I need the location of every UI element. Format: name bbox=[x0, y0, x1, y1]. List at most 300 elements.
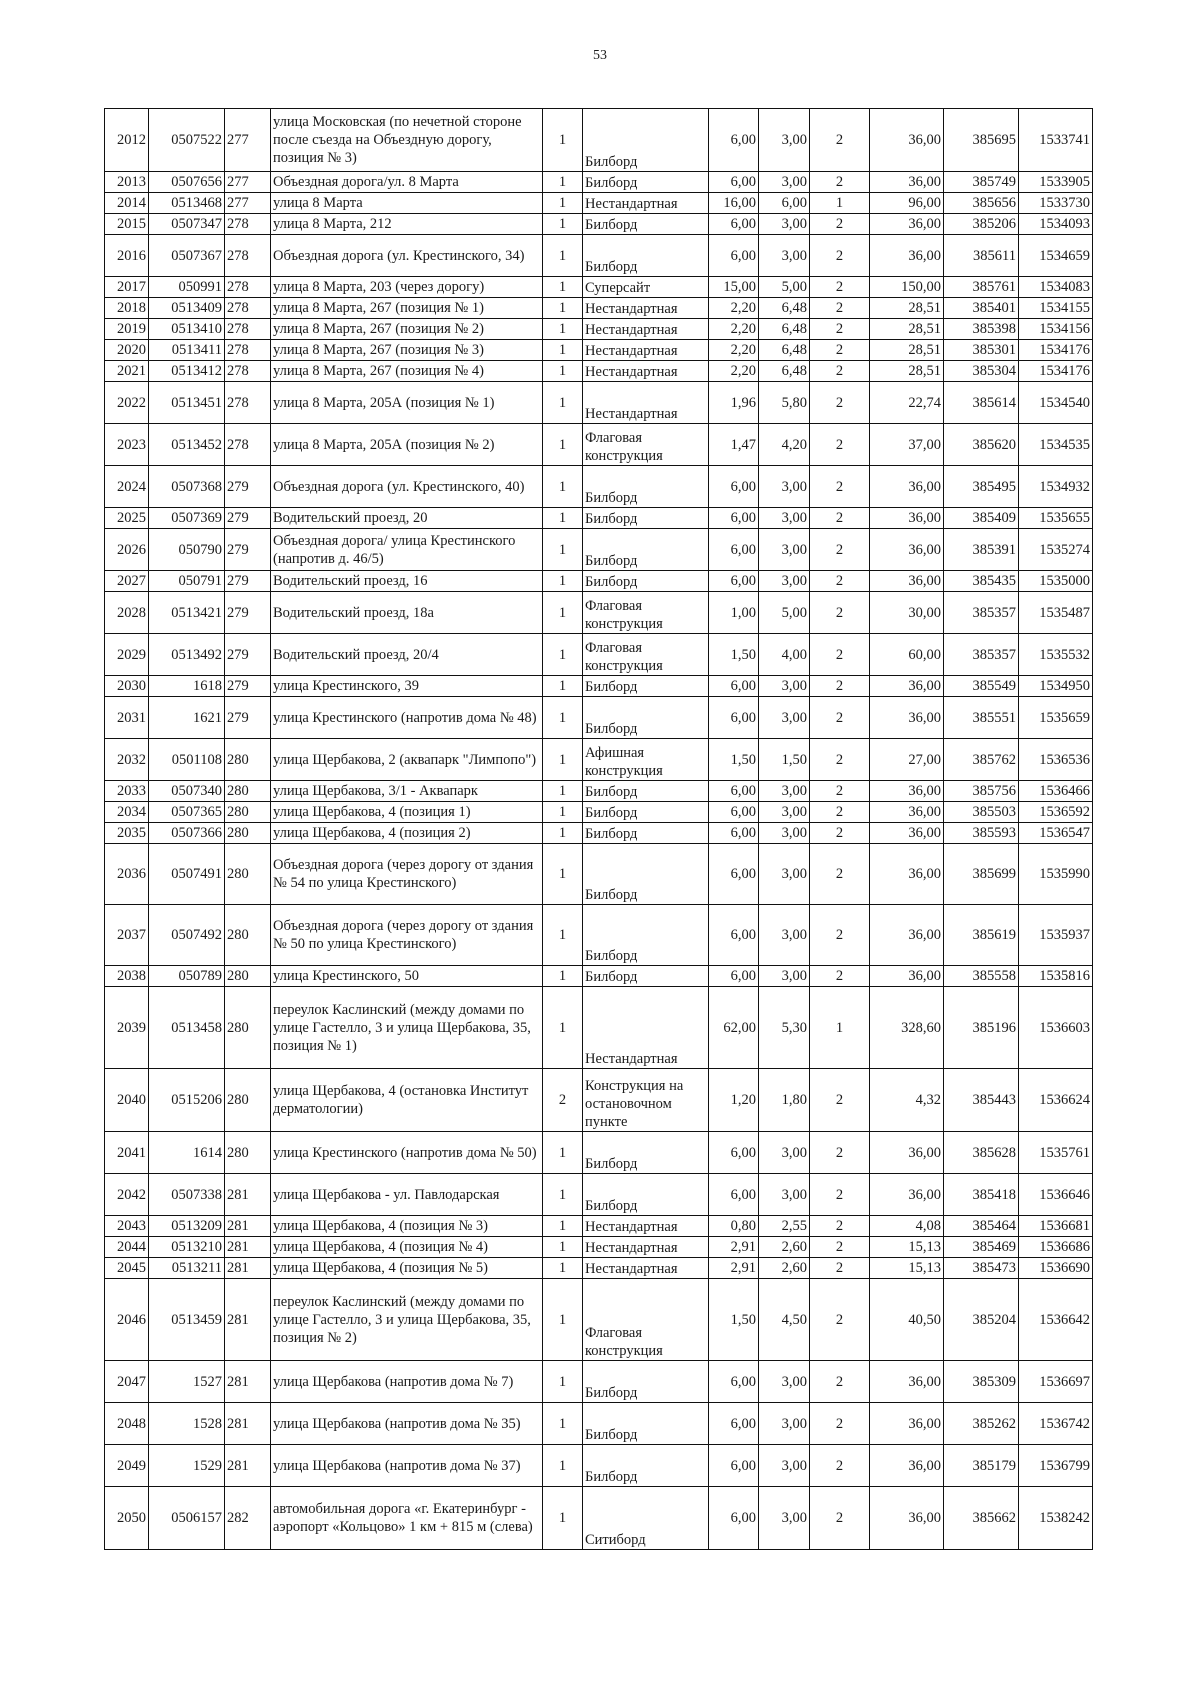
cell-coordinate-x: 385418 bbox=[944, 1174, 1019, 1216]
cell-coordinate-x: 385503 bbox=[944, 802, 1019, 823]
cell-group-number: 278 bbox=[225, 277, 271, 298]
cell-coordinate-y: 1533741 bbox=[1019, 109, 1093, 172]
cell-width: 6,00 bbox=[709, 214, 759, 235]
cell-area: 36,00 bbox=[870, 844, 944, 905]
cell-height: 2,60 bbox=[759, 1237, 810, 1258]
cell-area: 4,32 bbox=[870, 1069, 944, 1132]
cell-coordinate-x: 385469 bbox=[944, 1237, 1019, 1258]
cell-quantity: 1 bbox=[543, 1258, 583, 1279]
cell-coordinate-y: 1536536 bbox=[1019, 739, 1093, 781]
cell-area: 28,51 bbox=[870, 319, 944, 340]
cell-group-number: 281 bbox=[225, 1279, 271, 1361]
advertising-structures-table bbox=[104, 108, 1093, 1550]
cell-structure-type: Флаговая конструкция bbox=[583, 424, 709, 466]
cell-address: улица Щербакова, 4 (позиция № 5) bbox=[271, 1258, 543, 1279]
cell-address: улица Крестинского (напротив дома № 50) bbox=[271, 1132, 543, 1174]
cell-structure-type: Нестандартная bbox=[583, 361, 709, 382]
cell-width: 6,00 bbox=[709, 676, 759, 697]
cell-structure-type: Билборд bbox=[583, 235, 709, 277]
cell-group-number: 279 bbox=[225, 592, 271, 634]
cell-area: 36,00 bbox=[870, 781, 944, 802]
cell-area: 150,00 bbox=[870, 277, 944, 298]
cell-row-number: 2026 bbox=[105, 529, 149, 571]
cell-coordinate-x: 385593 bbox=[944, 823, 1019, 844]
cell-group-number: 280 bbox=[225, 781, 271, 802]
cell-structure-code: 1527 bbox=[149, 1361, 225, 1403]
cell-coordinate-y: 1536624 bbox=[1019, 1069, 1093, 1132]
table-row bbox=[105, 1361, 1093, 1403]
cell-width: 1,50 bbox=[709, 739, 759, 781]
cell-area: 36,00 bbox=[870, 1174, 944, 1216]
cell-structure-code: 0513211 bbox=[149, 1258, 225, 1279]
table-row bbox=[105, 466, 1093, 508]
cell-structure-code: 1621 bbox=[149, 697, 225, 739]
cell-group-number: 280 bbox=[225, 1132, 271, 1174]
cell-sides-count: 2 bbox=[810, 823, 870, 844]
cell-row-number: 2014 bbox=[105, 193, 149, 214]
cell-address: улица 8 Марта, 267 (позиция № 3) bbox=[271, 340, 543, 361]
cell-row-number: 2031 bbox=[105, 697, 149, 739]
table-row bbox=[105, 1174, 1093, 1216]
table-row bbox=[105, 739, 1093, 781]
cell-coordinate-x: 385656 bbox=[944, 193, 1019, 214]
cell-width: 6,00 bbox=[709, 1403, 759, 1445]
cell-coordinate-y: 1536646 bbox=[1019, 1174, 1093, 1216]
cell-quantity: 1 bbox=[543, 1403, 583, 1445]
cell-height: 3,00 bbox=[759, 1174, 810, 1216]
cell-coordinate-y: 1536742 bbox=[1019, 1403, 1093, 1445]
cell-group-number: 281 bbox=[225, 1237, 271, 1258]
cell-width: 1,47 bbox=[709, 424, 759, 466]
cell-coordinate-y: 1536799 bbox=[1019, 1445, 1093, 1487]
cell-height: 3,00 bbox=[759, 966, 810, 987]
cell-quantity: 1 bbox=[543, 987, 583, 1069]
cell-area: 96,00 bbox=[870, 193, 944, 214]
cell-area: 36,00 bbox=[870, 966, 944, 987]
cell-structure-code: 050991 bbox=[149, 277, 225, 298]
cell-area: 36,00 bbox=[870, 529, 944, 571]
cell-height: 3,00 bbox=[759, 823, 810, 844]
cell-sides-count: 2 bbox=[810, 781, 870, 802]
cell-structure-type: Билборд bbox=[583, 1361, 709, 1403]
cell-height: 4,50 bbox=[759, 1279, 810, 1361]
table-row bbox=[105, 298, 1093, 319]
cell-coordinate-x: 385443 bbox=[944, 1069, 1019, 1132]
cell-coordinate-x: 385357 bbox=[944, 634, 1019, 676]
cell-coordinate-y: 1534659 bbox=[1019, 235, 1093, 277]
cell-quantity: 1 bbox=[543, 823, 583, 844]
table-row bbox=[105, 277, 1093, 298]
table-row bbox=[105, 382, 1093, 424]
cell-group-number: 279 bbox=[225, 466, 271, 508]
cell-area: 36,00 bbox=[870, 1487, 944, 1550]
cell-group-number: 281 bbox=[225, 1445, 271, 1487]
cell-row-number: 2048 bbox=[105, 1403, 149, 1445]
cell-coordinate-y: 1536466 bbox=[1019, 781, 1093, 802]
cell-structure-code: 1618 bbox=[149, 676, 225, 697]
table-row bbox=[105, 592, 1093, 634]
cell-quantity: 1 bbox=[543, 466, 583, 508]
cell-height: 5,00 bbox=[759, 277, 810, 298]
cell-structure-type: Флаговая конструкция bbox=[583, 1279, 709, 1361]
cell-area: 28,51 bbox=[870, 298, 944, 319]
cell-height: 3,00 bbox=[759, 466, 810, 508]
cell-area: 36,00 bbox=[870, 676, 944, 697]
cell-coordinate-y: 1536697 bbox=[1019, 1361, 1093, 1403]
cell-quantity: 1 bbox=[543, 844, 583, 905]
cell-height: 3,00 bbox=[759, 571, 810, 592]
table-row bbox=[105, 987, 1093, 1069]
cell-quantity: 2 bbox=[543, 1069, 583, 1132]
table-row bbox=[105, 214, 1093, 235]
cell-structure-code: 0507522 bbox=[149, 109, 225, 172]
cell-row-number: 2023 bbox=[105, 424, 149, 466]
cell-quantity: 1 bbox=[543, 1216, 583, 1237]
cell-structure-code: 0513458 bbox=[149, 987, 225, 1069]
cell-structure-code: 0507367 bbox=[149, 235, 225, 277]
cell-height: 3,00 bbox=[759, 235, 810, 277]
cell-row-number: 2037 bbox=[105, 905, 149, 966]
cell-width: 6,00 bbox=[709, 905, 759, 966]
cell-address: улица Щербакова - ул. Павлодарская bbox=[271, 1174, 543, 1216]
cell-coordinate-x: 385699 bbox=[944, 844, 1019, 905]
cell-structure-type: Нестандартная bbox=[583, 1258, 709, 1279]
cell-row-number: 2040 bbox=[105, 1069, 149, 1132]
cell-area: 37,00 bbox=[870, 424, 944, 466]
cell-group-number: 278 bbox=[225, 424, 271, 466]
cell-height: 3,00 bbox=[759, 109, 810, 172]
cell-coordinate-y: 1534176 bbox=[1019, 340, 1093, 361]
cell-width: 2,20 bbox=[709, 298, 759, 319]
cell-quantity: 1 bbox=[543, 508, 583, 529]
table-row bbox=[105, 571, 1093, 592]
cell-row-number: 2018 bbox=[105, 298, 149, 319]
cell-coordinate-x: 385196 bbox=[944, 987, 1019, 1069]
cell-structure-code: 050789 bbox=[149, 966, 225, 987]
cell-sides-count: 2 bbox=[810, 634, 870, 676]
cell-address: переулок Каслинский (между домами по улице Гастелло, 3 и улица Щербакова, 35, позиция № 1) bbox=[271, 987, 543, 1069]
cell-width: 1,96 bbox=[709, 382, 759, 424]
cell-row-number: 2021 bbox=[105, 361, 149, 382]
cell-area: 60,00 bbox=[870, 634, 944, 676]
cell-height: 2,55 bbox=[759, 1216, 810, 1237]
cell-coordinate-y: 1534950 bbox=[1019, 676, 1093, 697]
cell-row-number: 2034 bbox=[105, 802, 149, 823]
cell-quantity: 1 bbox=[543, 781, 583, 802]
cell-coordinate-x: 385695 bbox=[944, 109, 1019, 172]
cell-group-number: 279 bbox=[225, 571, 271, 592]
cell-structure-type: Билборд bbox=[583, 529, 709, 571]
cell-coordinate-y: 1534932 bbox=[1019, 466, 1093, 508]
cell-structure-code: 050790 bbox=[149, 529, 225, 571]
cell-coordinate-y: 1535937 bbox=[1019, 905, 1093, 966]
cell-sides-count: 2 bbox=[810, 1258, 870, 1279]
table-row bbox=[105, 697, 1093, 739]
cell-structure-type: Билборд bbox=[583, 802, 709, 823]
cell-structure-type: Билборд bbox=[583, 1403, 709, 1445]
cell-quantity: 1 bbox=[543, 802, 583, 823]
cell-coordinate-x: 385495 bbox=[944, 466, 1019, 508]
cell-address: Объездная дорога/ул. 8 Марта bbox=[271, 172, 543, 193]
cell-width: 6,00 bbox=[709, 172, 759, 193]
cell-structure-type: Нестандартная bbox=[583, 382, 709, 424]
cell-coordinate-y: 1536547 bbox=[1019, 823, 1093, 844]
cell-sides-count: 1 bbox=[810, 193, 870, 214]
cell-area: 36,00 bbox=[870, 823, 944, 844]
cell-structure-type: Билборд bbox=[583, 823, 709, 844]
cell-row-number: 2035 bbox=[105, 823, 149, 844]
cell-sides-count: 2 bbox=[810, 1487, 870, 1550]
cell-height: 6,48 bbox=[759, 319, 810, 340]
cell-group-number: 277 bbox=[225, 109, 271, 172]
cell-address: улица Московская (по нечетной стороне после съезда на Объездную дорогу, позиция № 3) bbox=[271, 109, 543, 172]
cell-group-number: 277 bbox=[225, 193, 271, 214]
cell-coordinate-x: 385662 bbox=[944, 1487, 1019, 1550]
cell-height: 3,00 bbox=[759, 214, 810, 235]
cell-width: 1,00 bbox=[709, 592, 759, 634]
cell-width: 6,00 bbox=[709, 466, 759, 508]
cell-coordinate-y: 1535990 bbox=[1019, 844, 1093, 905]
cell-structure-code: 1528 bbox=[149, 1403, 225, 1445]
cell-coordinate-y: 1535659 bbox=[1019, 697, 1093, 739]
cell-structure-code: 0507365 bbox=[149, 802, 225, 823]
cell-row-number: 2016 bbox=[105, 235, 149, 277]
cell-structure-type: Билборд bbox=[583, 1445, 709, 1487]
cell-structure-code: 0513421 bbox=[149, 592, 225, 634]
cell-width: 16,00 bbox=[709, 193, 759, 214]
cell-height: 6,48 bbox=[759, 340, 810, 361]
cell-structure-code: 0513209 bbox=[149, 1216, 225, 1237]
cell-height: 3,00 bbox=[759, 802, 810, 823]
cell-sides-count: 2 bbox=[810, 802, 870, 823]
cell-address: улица 8 Марта, 267 (позиция № 4) bbox=[271, 361, 543, 382]
cell-coordinate-y: 1534156 bbox=[1019, 319, 1093, 340]
table-row bbox=[105, 1237, 1093, 1258]
cell-address: улица 8 Марта bbox=[271, 193, 543, 214]
cell-row-number: 2027 bbox=[105, 571, 149, 592]
cell-coordinate-y: 1534083 bbox=[1019, 277, 1093, 298]
cell-address: улица Щербакова, 3/1 - Аквапарк bbox=[271, 781, 543, 802]
cell-quantity: 1 bbox=[543, 340, 583, 361]
cell-quantity: 1 bbox=[543, 1487, 583, 1550]
cell-group-number: 278 bbox=[225, 382, 271, 424]
cell-address: улица 8 Марта, 267 (позиция № 1) bbox=[271, 298, 543, 319]
cell-address: улица 8 Марта, 203 (через дорогу) bbox=[271, 277, 543, 298]
cell-group-number: 280 bbox=[225, 823, 271, 844]
cell-area: 15,13 bbox=[870, 1258, 944, 1279]
cell-sides-count: 2 bbox=[810, 508, 870, 529]
cell-structure-code: 0507492 bbox=[149, 905, 225, 966]
cell-structure-type: Нестандартная bbox=[583, 319, 709, 340]
table-row bbox=[105, 1258, 1093, 1279]
cell-coordinate-x: 385309 bbox=[944, 1361, 1019, 1403]
cell-coordinate-x: 385464 bbox=[944, 1216, 1019, 1237]
cell-row-number: 2029 bbox=[105, 634, 149, 676]
table-row bbox=[105, 1069, 1093, 1132]
cell-address: улица Крестинского (напротив дома № 48) bbox=[271, 697, 543, 739]
cell-width: 6,00 bbox=[709, 966, 759, 987]
cell-quantity: 1 bbox=[543, 277, 583, 298]
table-row bbox=[105, 172, 1093, 193]
cell-structure-code: 0513409 bbox=[149, 298, 225, 319]
cell-group-number: 278 bbox=[225, 361, 271, 382]
cell-area: 36,00 bbox=[870, 1361, 944, 1403]
cell-group-number: 281 bbox=[225, 1216, 271, 1237]
cell-structure-code: 0507368 bbox=[149, 466, 225, 508]
cell-structure-type: Билборд bbox=[583, 676, 709, 697]
cell-height: 5,30 bbox=[759, 987, 810, 1069]
cell-structure-code: 050791 bbox=[149, 571, 225, 592]
cell-coordinate-y: 1536686 bbox=[1019, 1237, 1093, 1258]
cell-coordinate-x: 385409 bbox=[944, 508, 1019, 529]
cell-height: 6,48 bbox=[759, 361, 810, 382]
cell-group-number: 279 bbox=[225, 634, 271, 676]
cell-sides-count: 2 bbox=[810, 319, 870, 340]
cell-coordinate-y: 1534176 bbox=[1019, 361, 1093, 382]
cell-width: 0,80 bbox=[709, 1216, 759, 1237]
cell-row-number: 2044 bbox=[105, 1237, 149, 1258]
table-row bbox=[105, 340, 1093, 361]
table-row bbox=[105, 193, 1093, 214]
table-row bbox=[105, 1445, 1093, 1487]
cell-structure-type: Нестандартная bbox=[583, 1216, 709, 1237]
cell-height: 5,00 bbox=[759, 592, 810, 634]
cell-sides-count: 2 bbox=[810, 1361, 870, 1403]
table-body bbox=[105, 109, 1093, 1550]
cell-width: 6,00 bbox=[709, 508, 759, 529]
cell-structure-code: 0507369 bbox=[149, 508, 225, 529]
cell-group-number: 278 bbox=[225, 319, 271, 340]
cell-row-number: 2032 bbox=[105, 739, 149, 781]
cell-structure-type: Нестандартная bbox=[583, 1237, 709, 1258]
cell-group-number: 278 bbox=[225, 235, 271, 277]
cell-width: 1,20 bbox=[709, 1069, 759, 1132]
cell-quantity: 1 bbox=[543, 214, 583, 235]
cell-address: Объездная дорога (ул. Крестинского, 34) bbox=[271, 235, 543, 277]
cell-structure-code: 0513210 bbox=[149, 1237, 225, 1258]
cell-height: 3,00 bbox=[759, 676, 810, 697]
cell-address: улица Щербакова (напротив дома № 35) bbox=[271, 1403, 543, 1445]
cell-coordinate-y: 1535000 bbox=[1019, 571, 1093, 592]
cell-coordinate-x: 385398 bbox=[944, 319, 1019, 340]
cell-coordinate-x: 385304 bbox=[944, 361, 1019, 382]
cell-structure-type: Билборд bbox=[583, 466, 709, 508]
cell-row-number: 2047 bbox=[105, 1361, 149, 1403]
cell-sides-count: 2 bbox=[810, 1132, 870, 1174]
cell-row-number: 2045 bbox=[105, 1258, 149, 1279]
cell-address: улица 8 Марта, 205А (позиция № 2) bbox=[271, 424, 543, 466]
cell-coordinate-x: 385204 bbox=[944, 1279, 1019, 1361]
cell-coordinate-y: 1535816 bbox=[1019, 966, 1093, 987]
cell-structure-type: Конструкция на остановочном пункте bbox=[583, 1069, 709, 1132]
cell-group-number: 281 bbox=[225, 1258, 271, 1279]
cell-group-number: 282 bbox=[225, 1487, 271, 1550]
cell-area: 36,00 bbox=[870, 466, 944, 508]
cell-area: 15,13 bbox=[870, 1237, 944, 1258]
cell-width: 2,91 bbox=[709, 1258, 759, 1279]
table-row bbox=[105, 1403, 1093, 1445]
cell-coordinate-y: 1533905 bbox=[1019, 172, 1093, 193]
cell-height: 3,00 bbox=[759, 1487, 810, 1550]
cell-group-number: 278 bbox=[225, 214, 271, 235]
cell-area: 28,51 bbox=[870, 361, 944, 382]
cell-coordinate-x: 385628 bbox=[944, 1132, 1019, 1174]
cell-coordinate-x: 385401 bbox=[944, 298, 1019, 319]
table-row bbox=[105, 781, 1093, 802]
cell-sides-count: 2 bbox=[810, 1174, 870, 1216]
cell-structure-code: 0507340 bbox=[149, 781, 225, 802]
cell-address: улица Щербакова, 4 (позиция 1) bbox=[271, 802, 543, 823]
cell-area: 27,00 bbox=[870, 739, 944, 781]
cell-height: 3,00 bbox=[759, 172, 810, 193]
cell-address: улица Щербакова, 4 (остановка Институт дерматологии) bbox=[271, 1069, 543, 1132]
cell-quantity: 1 bbox=[543, 424, 583, 466]
cell-address: Объездная дорога (через дорогу от здания № 50 по улица Крестинского) bbox=[271, 905, 543, 966]
cell-sides-count: 2 bbox=[810, 466, 870, 508]
cell-quantity: 1 bbox=[543, 634, 583, 676]
cell-height: 3,00 bbox=[759, 1132, 810, 1174]
cell-coordinate-y: 1534535 bbox=[1019, 424, 1093, 466]
cell-group-number: 280 bbox=[225, 966, 271, 987]
cell-row-number: 2024 bbox=[105, 466, 149, 508]
cell-coordinate-x: 385262 bbox=[944, 1403, 1019, 1445]
table-row bbox=[105, 1216, 1093, 1237]
cell-coordinate-x: 385749 bbox=[944, 172, 1019, 193]
cell-address: улица Щербакова (напротив дома № 37) bbox=[271, 1445, 543, 1487]
cell-structure-code: 0513452 bbox=[149, 424, 225, 466]
cell-coordinate-y: 1535487 bbox=[1019, 592, 1093, 634]
cell-coordinate-y: 1535655 bbox=[1019, 508, 1093, 529]
cell-group-number: 280 bbox=[225, 802, 271, 823]
cell-height: 3,00 bbox=[759, 1445, 810, 1487]
cell-width: 2,91 bbox=[709, 1237, 759, 1258]
cell-area: 30,00 bbox=[870, 592, 944, 634]
cell-structure-type: Билборд bbox=[583, 508, 709, 529]
cell-sides-count: 2 bbox=[810, 214, 870, 235]
cell-coordinate-x: 385619 bbox=[944, 905, 1019, 966]
cell-structure-code: 0513492 bbox=[149, 634, 225, 676]
cell-row-number: 2030 bbox=[105, 676, 149, 697]
table-row bbox=[105, 319, 1093, 340]
cell-width: 6,00 bbox=[709, 571, 759, 592]
cell-sides-count: 2 bbox=[810, 361, 870, 382]
cell-quantity: 1 bbox=[543, 529, 583, 571]
table-row bbox=[105, 802, 1093, 823]
cell-structure-type: Билборд bbox=[583, 697, 709, 739]
cell-group-number: 281 bbox=[225, 1174, 271, 1216]
cell-height: 3,00 bbox=[759, 1361, 810, 1403]
table-row bbox=[105, 361, 1093, 382]
cell-structure-type: Ситиборд bbox=[583, 1487, 709, 1550]
cell-structure-type: Нестандартная bbox=[583, 987, 709, 1069]
cell-sides-count: 2 bbox=[810, 109, 870, 172]
cell-row-number: 2012 bbox=[105, 109, 149, 172]
cell-row-number: 2043 bbox=[105, 1216, 149, 1237]
table-row bbox=[105, 823, 1093, 844]
cell-coordinate-y: 1538242 bbox=[1019, 1487, 1093, 1550]
cell-width: 1,50 bbox=[709, 1279, 759, 1361]
cell-address: Водительский проезд, 18а bbox=[271, 592, 543, 634]
cell-quantity: 1 bbox=[543, 172, 583, 193]
cell-sides-count: 2 bbox=[810, 905, 870, 966]
cell-address: Объездная дорога/ улица Крестинского (напротив д. 46/5) bbox=[271, 529, 543, 571]
cell-area: 36,00 bbox=[870, 172, 944, 193]
cell-group-number: 279 bbox=[225, 697, 271, 739]
cell-width: 6,00 bbox=[709, 802, 759, 823]
table-row bbox=[105, 1132, 1093, 1174]
cell-width: 1,50 bbox=[709, 634, 759, 676]
cell-quantity: 1 bbox=[543, 571, 583, 592]
